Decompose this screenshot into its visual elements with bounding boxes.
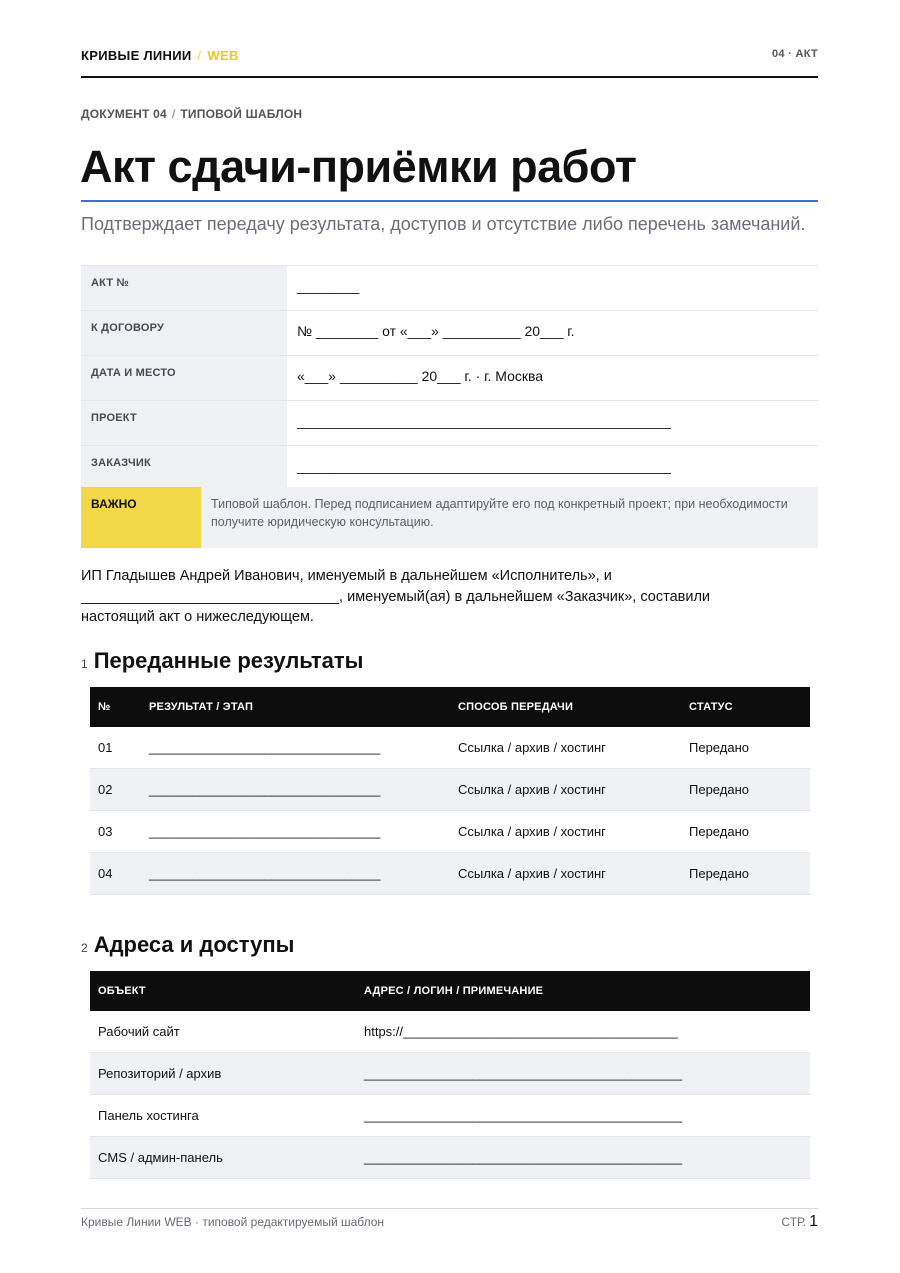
eyebrow-kind: ТИПОВОЙ ШАБЛОН <box>180 107 303 121</box>
status-cell: Передано <box>681 769 810 811</box>
access-address-field[interactable]: ____________________________________________ <box>356 1053 810 1095</box>
table-row <box>90 727 810 769</box>
column-header: АДРЕС / ЛОГИН / ПРИМЕЧАНИЕ <box>356 971 810 1011</box>
table-row <box>90 769 810 811</box>
meta-label: ЗАКАЗЧИК <box>81 446 287 490</box>
page-subtitle: Подтверждает передачу результата, доступов и отсутствие либо перечень замечаний. <box>81 214 806 234</box>
column-header: № <box>90 687 141 727</box>
section-title: Переданные результаты <box>93 648 364 673</box>
brand-separator: / <box>197 48 202 63</box>
access-object: CMS / админ-панель <box>90 1137 356 1179</box>
meta-label: ДАТА И МЕСТО <box>81 356 287 400</box>
page-title: Акт сдачи-приёмки работ <box>80 141 637 192</box>
notice-label: ВАЖНО <box>81 487 201 548</box>
eyebrow-separator: / <box>171 107 176 121</box>
table-row <box>90 1137 810 1179</box>
page-header <box>81 46 818 78</box>
meta-row-date-place <box>81 356 818 401</box>
result-field[interactable]: ________________________________ <box>141 727 450 769</box>
table-row <box>90 853 810 895</box>
important-notice <box>81 487 818 548</box>
result-field[interactable]: ________________________________ <box>141 811 450 853</box>
meta-row-project <box>81 401 818 446</box>
date-place-field[interactable]: «___» __________ 20___ г. · г. Москва <box>297 368 544 384</box>
access-object: Репозиторий / архив <box>90 1053 356 1095</box>
column-header: ОБЪЕКТ <box>90 971 356 1011</box>
footer-note: Кривые Линии WEB · типовой редактируемый шаблон <box>81 1215 385 1229</box>
status-cell: Передано <box>681 727 810 769</box>
access-object: Рабочий сайт <box>90 1011 356 1053</box>
result-field[interactable]: ________________________________ <box>141 769 450 811</box>
row-number: 04 <box>90 853 141 895</box>
page-footer <box>81 1208 818 1230</box>
access-table <box>90 971 810 1179</box>
contract-field[interactable]: № ________ от «___» __________ 20___ г. <box>297 323 575 339</box>
section-title: Адреса и доступы <box>93 932 295 957</box>
brand <box>81 48 239 63</box>
intro-paragraph: ИП Гладышев Андрей Иванович, именуемый в дальнейшем «Исполнитель», и ________________________________, именуемый(ая) в дальнейшем «Заказчик», составили настоящий акт о нижеследующем. <box>81 568 711 625</box>
column-header: СТАТУС <box>681 687 810 727</box>
results-table <box>90 687 810 895</box>
document-reference: 04 · АКТ <box>771 48 818 60</box>
column-header: СПОСОБ ПЕРЕДАЧИ <box>450 687 681 727</box>
row-number: 01 <box>90 727 141 769</box>
brand-suffix: WEB <box>207 48 239 63</box>
page-number: 1 <box>809 1213 818 1230</box>
transfer-method: Ссылка / архив / хостинг <box>450 769 681 811</box>
meta-label: К ДОГОВОРУ <box>81 311 287 355</box>
meta-label: ПРОЕКТ <box>81 401 287 445</box>
column-header: РЕЗУЛЬТАТ / ЭТАП <box>141 687 450 727</box>
table-row <box>90 811 810 853</box>
meta-label: АКТ № <box>81 266 287 310</box>
eyebrow <box>81 107 302 121</box>
status-cell: Передано <box>681 811 810 853</box>
row-number: 03 <box>90 811 141 853</box>
table-header-row <box>90 687 810 727</box>
section-number: 1 <box>81 657 88 671</box>
project-field[interactable]: ________________________________________________ <box>297 413 671 429</box>
page-indicator <box>781 1213 818 1231</box>
meta-row-act-number <box>81 265 818 311</box>
meta-row-customer <box>81 446 818 491</box>
row-number: 02 <box>90 769 141 811</box>
meta-row-contract <box>81 311 818 356</box>
table-row <box>90 1053 810 1095</box>
act-number-field[interactable]: ________ <box>297 278 360 294</box>
access-address-field[interactable]: ____________________________________________ <box>356 1137 810 1179</box>
access-address-field[interactable]: ____________________________________________ <box>356 1095 810 1137</box>
section-heading-results <box>81 648 363 674</box>
section-number: 2 <box>81 941 88 955</box>
transfer-method: Ссылка / архив / хостинг <box>450 727 681 769</box>
access-address-field[interactable]: https://______________________________________ <box>356 1011 810 1053</box>
section-heading-access <box>81 932 294 958</box>
page-label: СТР. <box>781 1215 807 1229</box>
status-cell: Передано <box>681 853 810 895</box>
transfer-method: Ссылка / архив / хостинг <box>450 853 681 895</box>
transfer-method: Ссылка / архив / хостинг <box>450 811 681 853</box>
table-row <box>90 1011 810 1053</box>
table-row <box>90 1095 810 1137</box>
customer-field[interactable]: ________________________________________________ <box>297 458 671 474</box>
result-field[interactable]: ________________________________ <box>141 853 450 895</box>
eyebrow-doc: ДОКУМЕНТ 04 <box>81 107 167 121</box>
notice-text: Типовой шаблон. Перед подписанием адаптируйте его под конкретный проект; при необходимости получите юридическую консультацию. <box>211 497 788 529</box>
meta-table <box>81 265 818 491</box>
title-underline <box>81 200 818 202</box>
table-header-row <box>90 971 810 1011</box>
access-object: Панель хостинга <box>90 1095 356 1137</box>
brand-name: КРИВЫЕ ЛИНИИ <box>81 48 192 63</box>
